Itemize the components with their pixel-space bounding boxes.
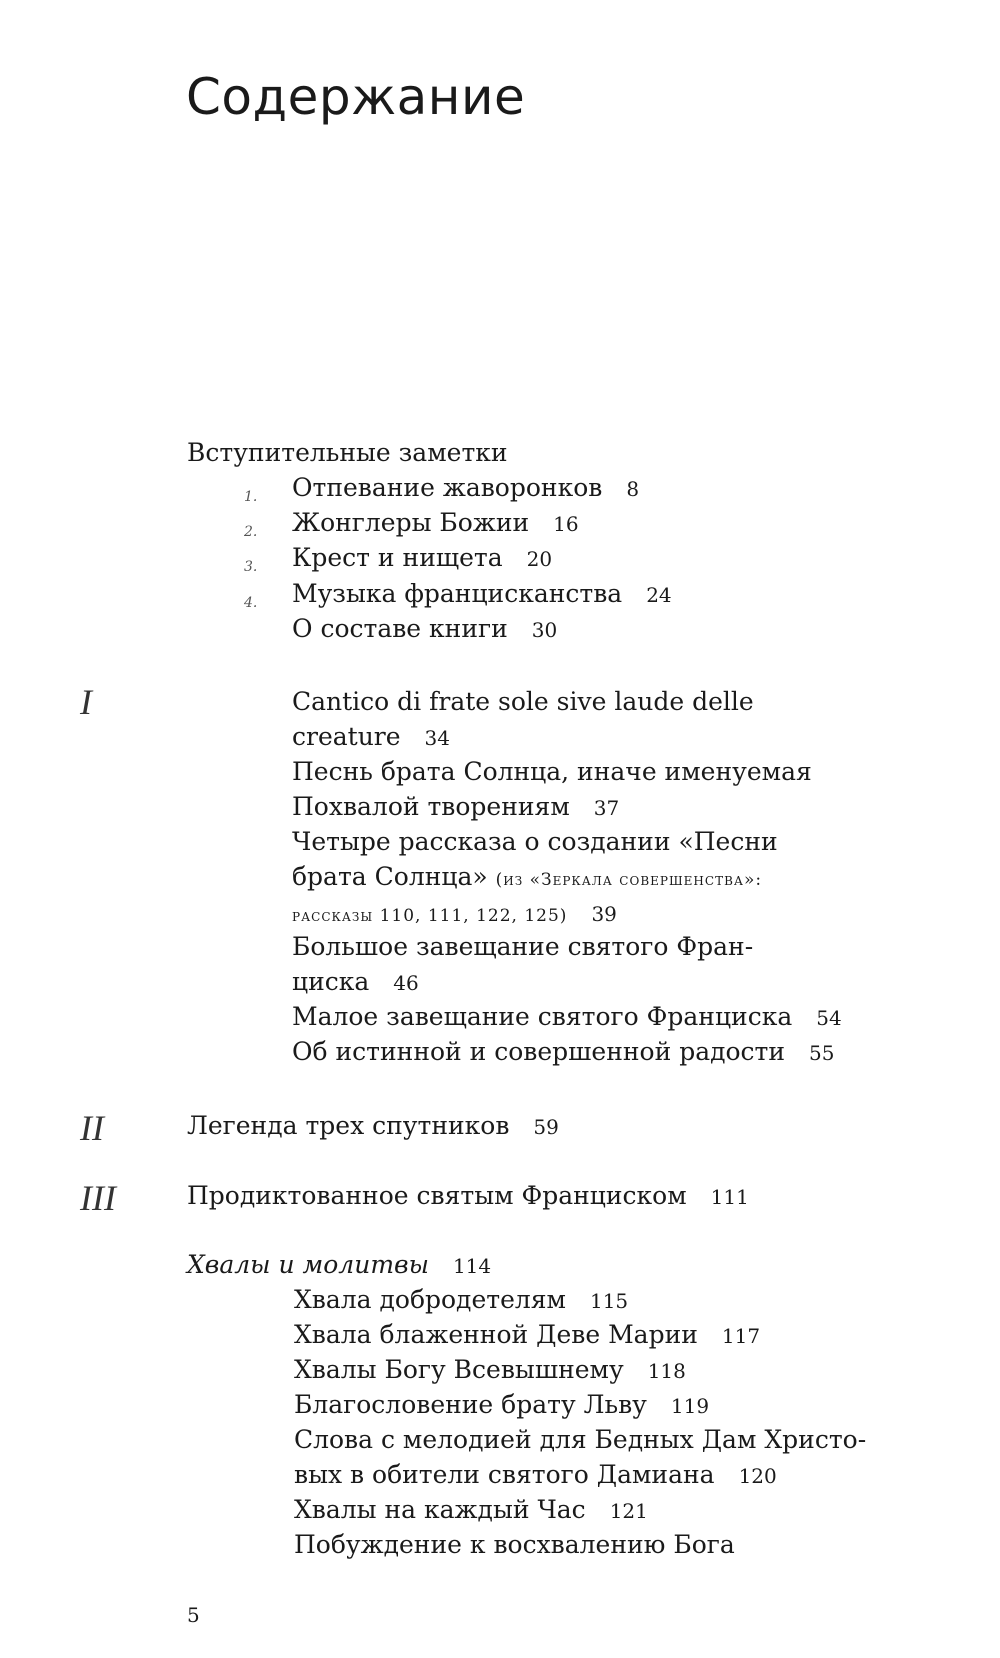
toc-entry[interactable] [292,794,619,819]
page-number: 39 [591,902,617,926]
toc-entry-label: Легенда трех спутников [187,1111,510,1140]
item-number: 1. [244,489,258,505]
page-number: 114 [452,1254,492,1278]
toc-entry[interactable] [292,1039,835,1064]
toc-entry-label: вых в обители святого Дамиана [294,1460,715,1489]
toc-entry-label: Благословение брату Льву [294,1390,647,1419]
toc-entry[interactable] [294,1392,709,1417]
toc-entry[interactable] [292,829,778,854]
toc-entry[interactable] [292,724,450,749]
toc-entry-label: creature [292,722,401,751]
toc-entry[interactable] [292,475,639,500]
toc-entry-label: Крест и нищета [292,543,503,572]
page-title: Содержание [186,68,526,126]
page-number: 54 [816,1006,842,1030]
page-number: 117 [721,1324,761,1348]
source-note: (из «Зеркала совершенства»: [495,870,763,890]
page-number: 46 [393,971,419,995]
toc-entry[interactable] [292,545,552,570]
part-numeral: I [80,682,92,722]
page-number: 55 [809,1041,835,1065]
toc-entry-label: Об истинной и совершенной радости [292,1037,786,1066]
toc-entry-label: Хвала блаженной Деве Марии [294,1320,698,1349]
page-number: 120 [738,1464,777,1488]
toc-entry-label: брата Солнца» [292,862,488,891]
section-heading[interactable] [187,1252,491,1277]
page-number: 30 [531,618,558,642]
page-number: 111 [710,1185,749,1209]
page-number: 8 [626,477,640,501]
section-heading-label: Хвалы и молитвы [187,1250,429,1279]
toc-entry-label: Слова с мелодией для Бедных Дам Христо- [294,1425,867,1454]
page-number: 16 [553,512,579,536]
page-number: 115 [589,1289,629,1313]
toc-entry[interactable] [294,1287,628,1312]
toc-entry-label: Большое завещание святого Фран- [292,932,754,961]
toc-entry-label: циска [292,967,370,996]
toc-entry[interactable] [294,1497,648,1522]
part-numeral: II [80,1108,104,1148]
toc-entry-label: Песнь брата Солнца, иначе именуемая [292,757,812,786]
page-number: 121 [609,1499,648,1523]
toc-entry-label: Хвалы на каждый Час [294,1495,586,1524]
toc-entry[interactable] [187,1183,749,1208]
page-number: 37 [593,796,620,820]
toc-entry[interactable] [292,510,579,535]
item-number: 3. [244,559,258,575]
page-number: 118 [647,1359,686,1383]
toc-entry-label: Продиктованное святым Франциском [187,1181,687,1210]
toc-entry[interactable] [294,1357,686,1382]
toc-entry[interactable] [294,1427,866,1452]
toc-entry[interactable] [292,864,762,889]
item-number: 4. [244,595,258,611]
toc-entry[interactable] [292,969,419,994]
toc-entry-label: Похвалой творениям [292,792,570,821]
page-number: 119 [670,1394,710,1418]
toc-entry-label: Хвала добродетелям [294,1285,566,1314]
toc-entry-label: Cantico di frate sole sive laude delle [292,687,754,716]
page-number: 24 [646,583,672,607]
toc-entry-label: Жонглеры Божии [292,508,530,537]
toc-entry[interactable] [294,1462,777,1487]
toc-entry[interactable] [294,1532,735,1557]
page-number: 59 [533,1115,559,1139]
toc-entry-label: Отпевание жаворонков [292,473,603,502]
page-number: 34 [424,726,450,750]
toc-entry[interactable] [292,581,672,606]
page-number: 20 [526,547,553,571]
toc-entry[interactable] [292,900,617,925]
toc-entry-label: О составе книги [292,614,508,643]
toc-entry-label: Малое завещание святого Франциска [292,1002,793,1031]
toc-entry[interactable] [292,934,753,959]
toc-entry[interactable] [292,759,812,784]
folio: 5 [187,1603,200,1627]
part-numeral: III [80,1178,116,1218]
intro-heading [187,440,508,465]
toc-entry[interactable] [292,616,557,641]
toc-entry-label: Музыка францисканства [292,579,623,608]
intro-heading-label: Вступительные заметки [187,438,508,467]
toc-entry-label: Хвалы Богу Всевышнему [294,1355,624,1384]
toc-entry[interactable] [292,1004,842,1029]
toc-entry[interactable] [292,689,754,714]
toc-entry-label: Четыре рассказа о создании «Песни [292,827,778,856]
source-note: рассказы 110, 111, 122, 125) [292,906,568,926]
toc-entry[interactable] [187,1113,559,1138]
item-number: 2. [244,524,258,540]
toc-entry[interactable] [294,1322,760,1347]
toc-entry-label: Побуждение к восхвалению Бога [294,1530,735,1559]
